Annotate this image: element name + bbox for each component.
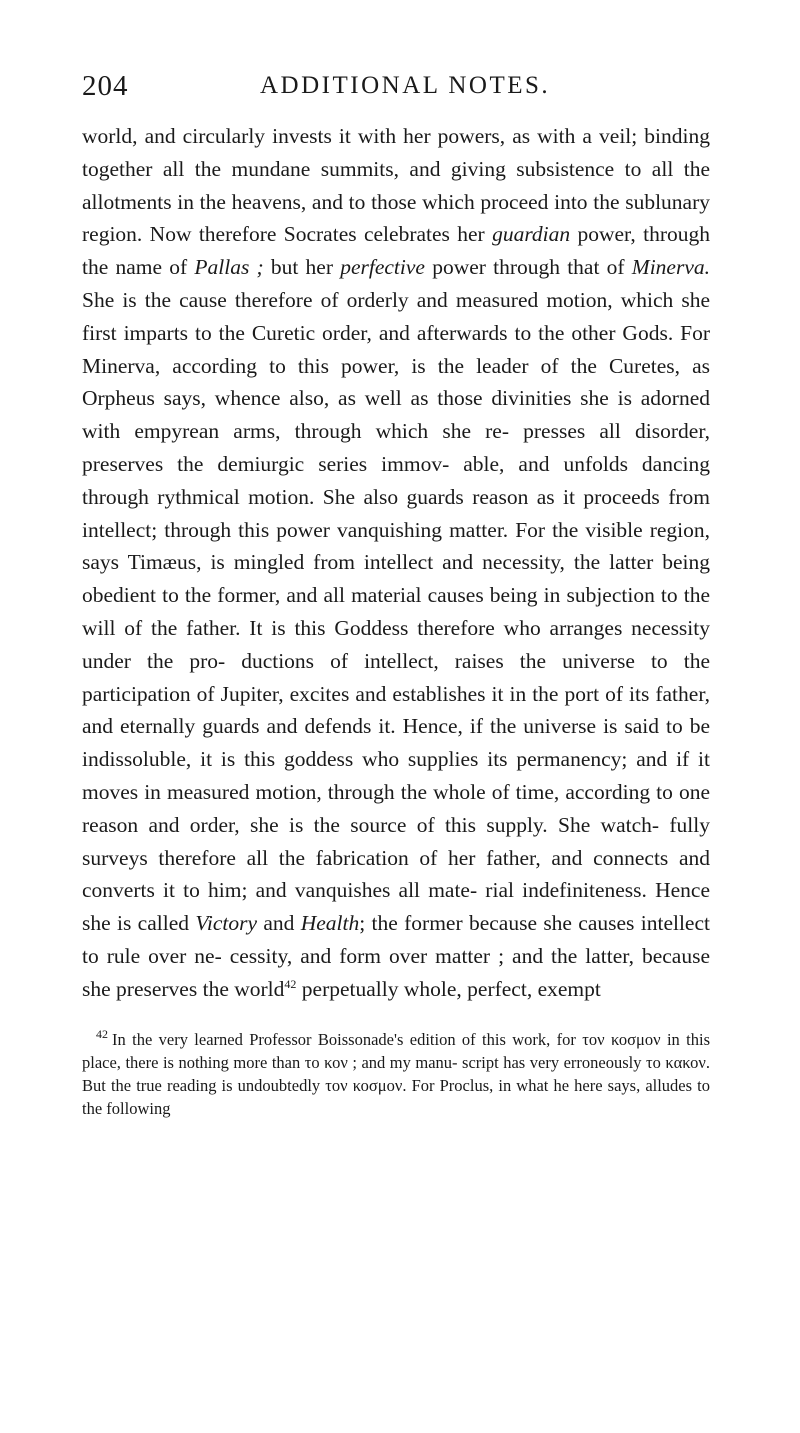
text-run: world, and circularly invests it with her powers, as with a veil; binding together all the mundane summits, and giving subsistence to all the allotments in the heavens, and to those which proceed into the sublunary region. Now therefore Socrates celebrates her	[82, 124, 710, 247]
footnote-reference[interactable]: 42	[284, 976, 297, 991]
text-run: power through that of	[424, 255, 632, 280]
italic-term: Minerva.	[631, 255, 710, 280]
text-run: She is the cause therefore of orderly and measured motion, which she first imparts to the Curetic order, and afterwards to the other Gods. For Minerva, according to this power, is the leader of the Curetes, as Orpheus says, whence also, as well as those divinities she is adorned with empyrean arms, through which she re- presses all disorder, preserves the demiurgic series immov- able, and unfolds dancing through rythmical motion. She also guards reason as it proceeds from intellect; through this power vanquishing matter. For the visible region, says Timæus, is mingled from intellect and necessity, the latter being obedient to the former, and all material causes being in subjection to the will of the father. It is this Goddess therefore who arranges necessity under the pro- ductions of intellect, raises the universe to the participation of Jupiter, excites and establishes it in the port of its father, and eternally guards and defends it. Hence, if the universe is said to be indissoluble, it is this goddess who supplies its permanency; and if it moves in measured motion, through the whole of time, according to one reason and order, she is the source of this supply. She watch- fully surveys therefore all the fabrication of her father, and connects and converts it to him; and vanquishes all mate- rial indefiniteness. Hence she is called	[82, 287, 710, 936]
text-run: ; the former because she causes intellect to rule over ne- cessity, and form over matter ; and the latter, because she preserves the world	[82, 911, 710, 1001]
page-header	[82, 70, 710, 120]
text-run: and	[257, 911, 301, 936]
page-number: 204	[82, 70, 129, 102]
italic-term: perfective	[340, 255, 425, 280]
italic-term: Pallas ;	[194, 255, 264, 280]
text-run: but her	[263, 255, 341, 280]
text-run: power, through the name of	[82, 222, 710, 280]
page	[82, 70, 710, 1120]
text-run: perpetually whole, perfect, exempt	[296, 976, 601, 1001]
italic-term: Health	[300, 911, 360, 936]
running-title: ADDITIONAL NOTES.	[260, 72, 551, 99]
footnote	[82, 1028, 710, 1120]
italic-term: guardian	[492, 222, 571, 247]
footnote-text: In the very learned Professor Boissonade's edition of this work, for τον κοσμον in this place, there is nothing more than το κον ; and my manu- script has very erroneously το κακον. But the true reading is undoubtedly τον κοσμον. For Proclus, in what he here says, alludes to the following	[82, 1029, 710, 1118]
body-text	[82, 120, 710, 1006]
italic-term: Victory	[195, 911, 257, 936]
main-paragraph	[82, 120, 710, 1006]
footnote-mark: 42	[96, 1027, 108, 1042]
